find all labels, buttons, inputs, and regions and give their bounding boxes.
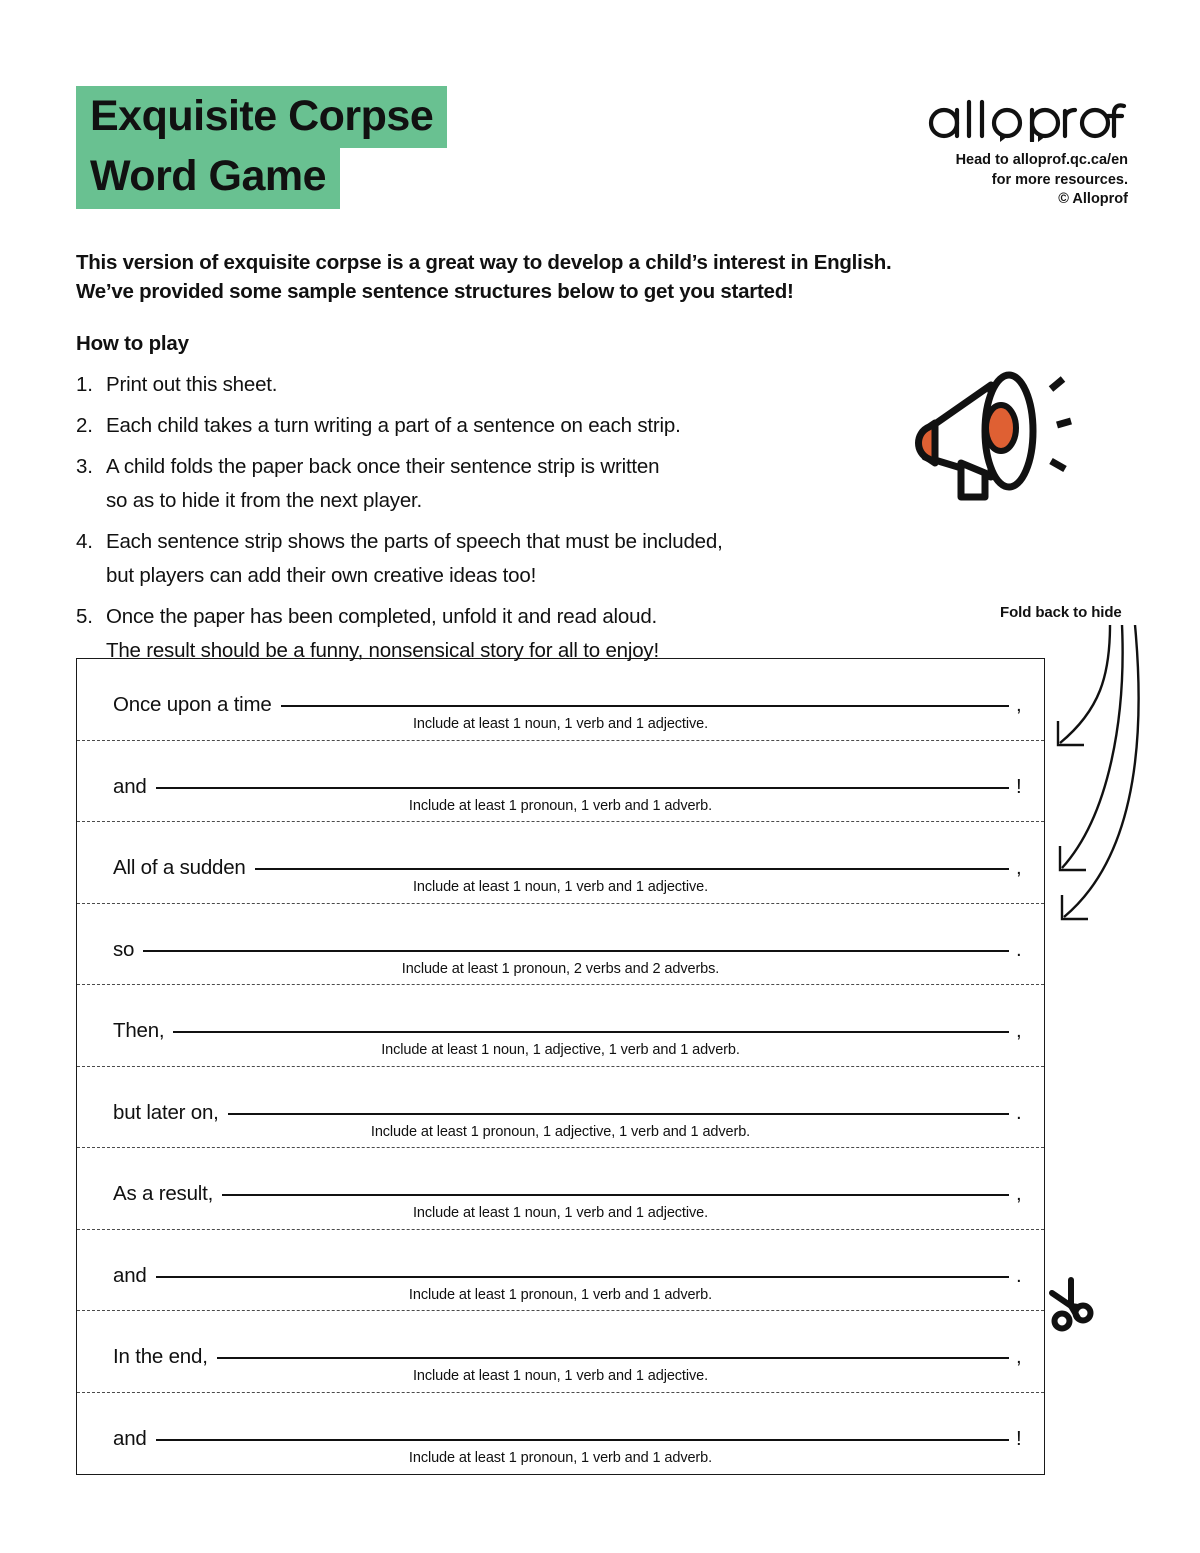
sentence-strip [77, 904, 1044, 986]
strip-write-line[interactable] [255, 867, 1009, 870]
page-title-line-1: Exquisite Corpse [76, 86, 447, 148]
strip-punctuation: . [1016, 1263, 1022, 1287]
sentence-strip [77, 1230, 1044, 1312]
strip-prompt: Then, [113, 1019, 165, 1042]
step-text [106, 409, 906, 443]
strip-hint: Include at least 1 noun, 1 verb and 1 adjective. [412, 1368, 709, 1384]
logo-tagline [878, 151, 1128, 210]
megaphone-icon [905, 345, 1095, 515]
strip-write-line[interactable] [217, 1356, 1009, 1359]
strip-punctuation: . [1016, 937, 1022, 961]
sentence-strip [77, 741, 1044, 823]
strip-hint: Include at least 1 pronoun, 1 verb and 1 adverb. [408, 1286, 713, 1303]
strip-hint: Include at least 1 pronoun, 1 verb and 1 adverb. [408, 797, 713, 814]
strip-punctuation: . [1016, 1100, 1022, 1124]
step-number: 2. [76, 414, 93, 437]
strip-prompt: but later on, [113, 1100, 219, 1124]
step-text-line: A child folds the paper back once their sentence strip is written [106, 455, 660, 478]
strip-row [113, 693, 1028, 717]
strip-write-line[interactable] [173, 1030, 1009, 1033]
how-to-play-step [76, 368, 906, 402]
sentence-strip [77, 1067, 1044, 1149]
strip-punctuation: ! [1016, 774, 1022, 798]
strip-prompt: Once upon a time [113, 693, 272, 716]
fold-arrows-icon [1040, 625, 1200, 925]
strip-write-line[interactable] [143, 949, 1009, 952]
strip-row [113, 1019, 1028, 1043]
strip-punctuation: , [1016, 856, 1022, 879]
strip-write-line[interactable] [228, 1112, 1009, 1115]
how-to-play-heading: How to play [76, 332, 189, 355]
strip-hint: Include at least 1 noun, 1 verb and 1 adjective. [412, 716, 709, 732]
strip-hint: Include at least 1 noun, 1 verb and 1 adjective. [412, 1205, 709, 1221]
step-text-line: but players can add their own creative ideas too! [106, 564, 537, 587]
strip-write-line[interactable] [156, 1275, 1009, 1278]
strip-row [113, 856, 1028, 880]
page-title [76, 86, 536, 209]
strip-prompt: All of a sudden [113, 856, 246, 879]
sentence-strip [77, 822, 1044, 904]
intro-line-1: This version of exquisite corpse is a great way to develop a child’s interest in English. [76, 251, 892, 274]
strip-prompt: and [113, 1263, 147, 1287]
strip-write-line[interactable] [156, 1438, 1009, 1441]
how-to-play-step [76, 450, 906, 518]
how-to-play-step [76, 409, 906, 443]
strip-punctuation: , [1016, 1182, 1022, 1205]
strip-write-line[interactable] [222, 1193, 1009, 1196]
strip-prompt: so [113, 937, 135, 961]
step-text [106, 368, 906, 402]
scissors-icon [1049, 1276, 1095, 1332]
step-text-line: The result should be a funny, nonsensical story for all to enjoy! [106, 639, 659, 662]
sentence-strips-box [76, 658, 1045, 1475]
intro-line-2: We’ve provided some sample sentence structures below to get you started! [76, 280, 794, 304]
logo-tagline-line-3: © Alloprof [1058, 191, 1128, 208]
step-text-line: Once the paper has been completed, unfold it and read aloud. [106, 605, 658, 628]
how-to-play-step [76, 525, 906, 593]
strip-hint: Include at least 1 pronoun, 1 verb and 1 adverb. [408, 1449, 713, 1466]
strip-hint: Include at least 1 noun, 1 verb and 1 adjective. [412, 879, 709, 895]
strip-hint: Include at least 1 pronoun, 1 adjective, 1 verb and 1 adverb. [370, 1123, 751, 1140]
logo-tagline-line-2: for more resources. [991, 171, 1128, 188]
strip-punctuation: , [1016, 1345, 1022, 1368]
strip-row [113, 1182, 1028, 1206]
strip-prompt: In the end, [113, 1345, 208, 1368]
step-text-line: Each sentence strip shows the parts of speech that must be included, [106, 530, 723, 553]
fold-back-label: Fold back to hide [1000, 604, 1122, 621]
page-title-line-2: Word Game [76, 146, 340, 208]
strip-write-line[interactable] [156, 786, 1009, 789]
sentence-strip [77, 985, 1044, 1067]
step-text-line: Print out this sheet. [106, 373, 278, 396]
sentence-strip [77, 1148, 1044, 1230]
strip-row [113, 775, 1028, 799]
strip-row [113, 1264, 1028, 1288]
strip-punctuation: , [1016, 693, 1022, 716]
step-text-line: Each child takes a turn writing a part of a sentence on each strip. [106, 414, 681, 437]
step-number: 4. [76, 530, 93, 553]
alloprof-logo-icon [928, 96, 1128, 142]
step-number: 1. [76, 373, 93, 396]
step-number: 3. [76, 455, 93, 478]
step-number: 5. [76, 605, 93, 628]
intro-paragraph [76, 248, 1036, 306]
strip-row [113, 1101, 1028, 1125]
strip-row [113, 1427, 1028, 1451]
strip-write-line[interactable] [281, 704, 1009, 707]
strip-punctuation: ! [1016, 1426, 1022, 1450]
strip-hint: Include at least 1 pronoun, 2 verbs and 2 adverbs. [401, 960, 720, 977]
sentence-strip [77, 1393, 1044, 1475]
logo-tagline-line-1: Head to alloprof.qc.ca/en [955, 152, 1128, 168]
strip-prompt: As a result, [113, 1182, 214, 1205]
how-to-play-steps [76, 368, 906, 675]
sentence-strip [77, 659, 1044, 741]
sentence-strip [77, 1311, 1044, 1393]
strip-prompt: and [113, 774, 147, 798]
step-text [106, 450, 906, 518]
brand-logo-block [878, 96, 1128, 210]
strip-row [113, 938, 1028, 962]
strip-row [113, 1345, 1028, 1369]
step-text [106, 525, 906, 593]
strip-punctuation: , [1016, 1019, 1022, 1042]
strip-hint: Include at least 1 noun, 1 adjective, 1 verb and 1 adverb. [381, 1042, 740, 1058]
strip-prompt: and [113, 1426, 147, 1450]
step-text-line: so as to hide it from the next player. [106, 489, 423, 512]
